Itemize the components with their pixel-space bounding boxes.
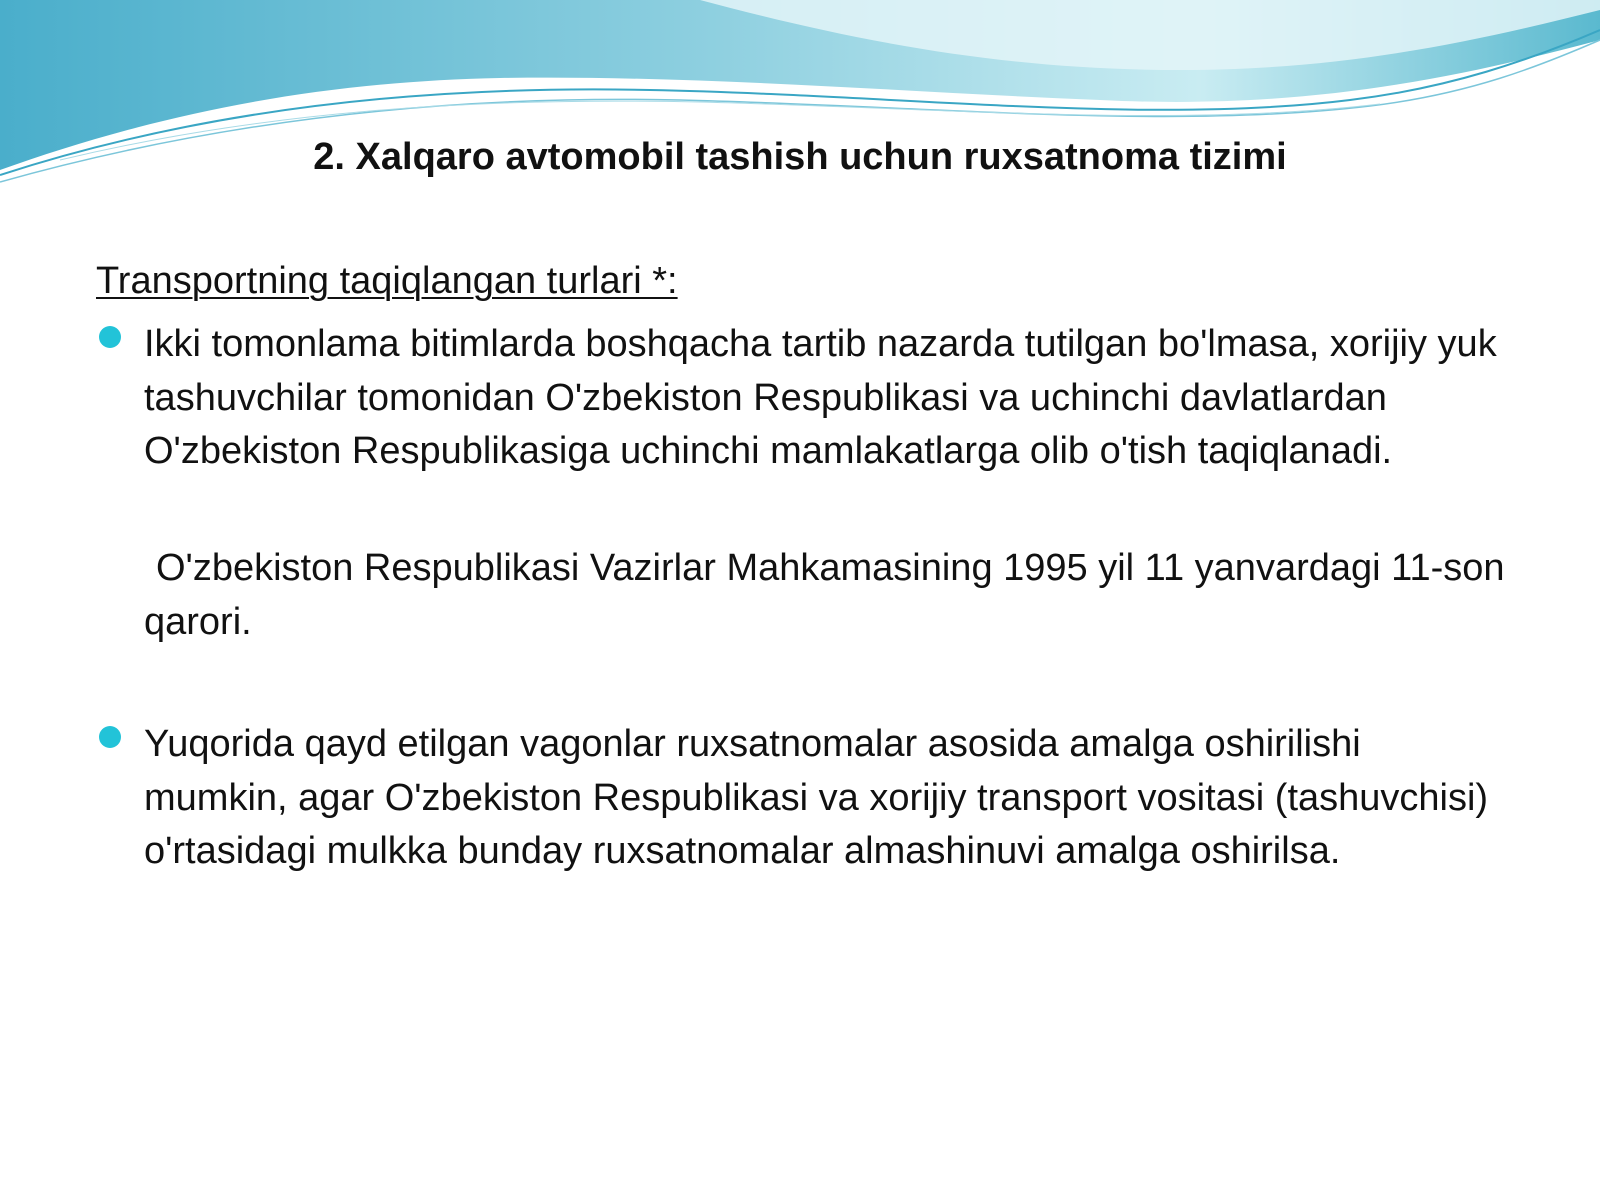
section-subheading: Transportning taqiqlangan turlari *: <box>96 260 678 302</box>
bullet-text: Ikki tomonlama bitimlarda boshqacha tartib nazarda tutilgan bo'lmasa, xorijiy yuk tashuvchilar tomonidan O'zbekiston Respublikasi va uchinchi davlatlardan O'zbekiston Respublikasiga uchinchi mamlakatlarga olib o'tish taqiqlanadi. <box>144 323 1497 472</box>
bullet-dot-icon <box>99 326 121 348</box>
bullet-text: Yuqorida qayd etilgan vagonlar ruxsatnomalar asosida amalga oshirilishi mumkin, agar O'zbekiston Respublikasi va xorijiy transport vositasi (tashuvchisi) o'rtasidagi mulkka bunday ruxsatnomalar almashinuvi amalga oshirilsa. <box>144 723 1489 872</box>
bullet-dot-icon <box>99 726 121 748</box>
bullet-note: O'zbekiston Respublikasi Vazirlar Mahkamasining 1995 yil 11 yanvardagi 11-son qarori. <box>144 547 1505 643</box>
slide-title: 2. Xalqaro avtomobil tashish uchun ruxsatnoma tizimi <box>313 136 1287 178</box>
